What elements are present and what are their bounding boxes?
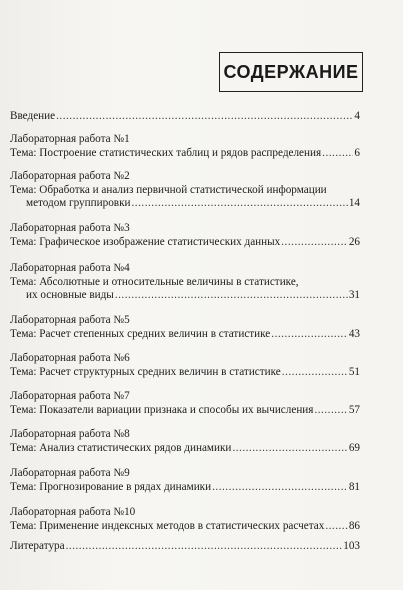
toc-entry-title: Тема: Построение статистических таблиц и рядов распределения <box>10 146 322 159</box>
toc-lab-label: Лабораторная работа №10 <box>10 506 136 518</box>
toc-entry-lab-10[interactable] <box>10 506 360 533</box>
toc-lab-label: Лабораторная работа №5 <box>10 314 130 326</box>
toc-entry-title-cont: их основные виды <box>26 289 114 301</box>
toc-entry-intro[interactable] <box>10 110 360 124</box>
leader-dots <box>132 197 348 211</box>
toc-entry-lab-9[interactable] <box>10 467 360 494</box>
heading-frame <box>219 52 363 92</box>
toc-entry-lab-4[interactable] <box>10 262 360 303</box>
toc-page-number: 6 <box>354 146 360 159</box>
toc-page-number: 81 <box>348 480 360 493</box>
toc-lab-label: Лабораторная работа №4 <box>10 262 130 274</box>
toc-entry-lab-8[interactable] <box>10 428 360 455</box>
leader-dots <box>232 442 347 456</box>
toc-lab-label: Лабораторная работа №2 <box>10 170 130 182</box>
toc-line <box>10 442 360 456</box>
leader-dots <box>56 110 353 124</box>
toc-page-number: 14 <box>348 197 360 209</box>
toc-page-number: 4 <box>354 110 360 122</box>
toc-entry-title: Тема: Показатели вариации признака и способы их вычисления <box>10 403 314 416</box>
page-title: СОДЕРЖАНИЕ <box>223 61 359 82</box>
toc-line <box>10 481 360 495</box>
toc-entry-lab-5[interactable] <box>10 314 360 341</box>
toc-entry-title: Тема: Абсолютные и относительные величины в статистике, <box>10 275 299 288</box>
toc-entry-lab-3[interactable] <box>10 222 360 249</box>
toc-page-number: 57 <box>348 403 360 416</box>
toc-line <box>10 289 360 303</box>
toc-line <box>10 110 360 124</box>
toc-line <box>10 328 360 342</box>
toc-entry-lab-7[interactable] <box>10 390 360 417</box>
toc-lab-label: Лабораторная работа №9 <box>10 467 130 479</box>
toc-lab-label: Лабораторная работа №7 <box>10 390 130 402</box>
toc-lab-label: Лабораторная работа №6 <box>10 352 130 364</box>
leader-dots <box>282 366 348 380</box>
toc-page-number: 69 <box>348 441 360 454</box>
toc-entry-references[interactable] <box>10 540 360 554</box>
toc-entry-title: Литература <box>10 540 65 552</box>
toc-line <box>10 366 360 380</box>
toc-line <box>10 147 360 161</box>
toc-entry-title: Тема: Прогнозирование в рядах динамики <box>10 480 212 493</box>
leader-dots <box>325 520 348 534</box>
toc-line <box>10 404 360 418</box>
leader-dots <box>322 147 353 161</box>
toc-entry-title: Тема: Применение индексных методов в статистических расчетах <box>10 519 325 532</box>
toc-lab-label: Лабораторная работа №1 <box>10 133 130 145</box>
toc-entry-title: Тема: Расчет степенных средних величин в статистике <box>10 327 271 340</box>
leader-dots <box>212 481 348 495</box>
toc-page-number: 43 <box>348 327 360 340</box>
toc-line <box>10 236 360 250</box>
toc-entry-title-cont: методом группировки <box>26 197 131 209</box>
leader-dots <box>314 404 347 418</box>
toc-entry-title: Тема: Графическое изображение статистических данных <box>10 235 281 248</box>
toc-line <box>10 197 360 211</box>
toc-entry-lab-6[interactable] <box>10 352 360 379</box>
leader-dots <box>66 540 343 554</box>
toc-entry-title: Тема: Обработка и анализ первичной статистической информации <box>10 183 327 196</box>
leader-dots <box>281 236 348 250</box>
toc-entry-lab-2[interactable] <box>10 170 360 211</box>
toc-entry-lab-1[interactable] <box>10 133 360 160</box>
toc-page-number: 103 <box>343 540 360 552</box>
toc-lab-label: Лабораторная работа №8 <box>10 428 130 440</box>
toc-page-number: 51 <box>348 365 360 378</box>
toc-entry-title: Тема: Анализ статистических рядов динамики <box>10 441 232 454</box>
toc-page-number: 31 <box>348 289 360 301</box>
toc-line <box>10 540 360 554</box>
leader-dots <box>115 289 348 303</box>
toc-page-number: 86 <box>348 519 360 532</box>
toc-line <box>10 520 360 534</box>
toc-entry-title: Введение <box>10 110 56 122</box>
toc-page-number: 26 <box>348 235 360 248</box>
toc-entry-title: Тема: Расчет структурных средних величин в статистике <box>10 365 281 378</box>
leader-dots <box>271 328 348 342</box>
toc-lab-label: Лабораторная работа №3 <box>10 222 130 234</box>
